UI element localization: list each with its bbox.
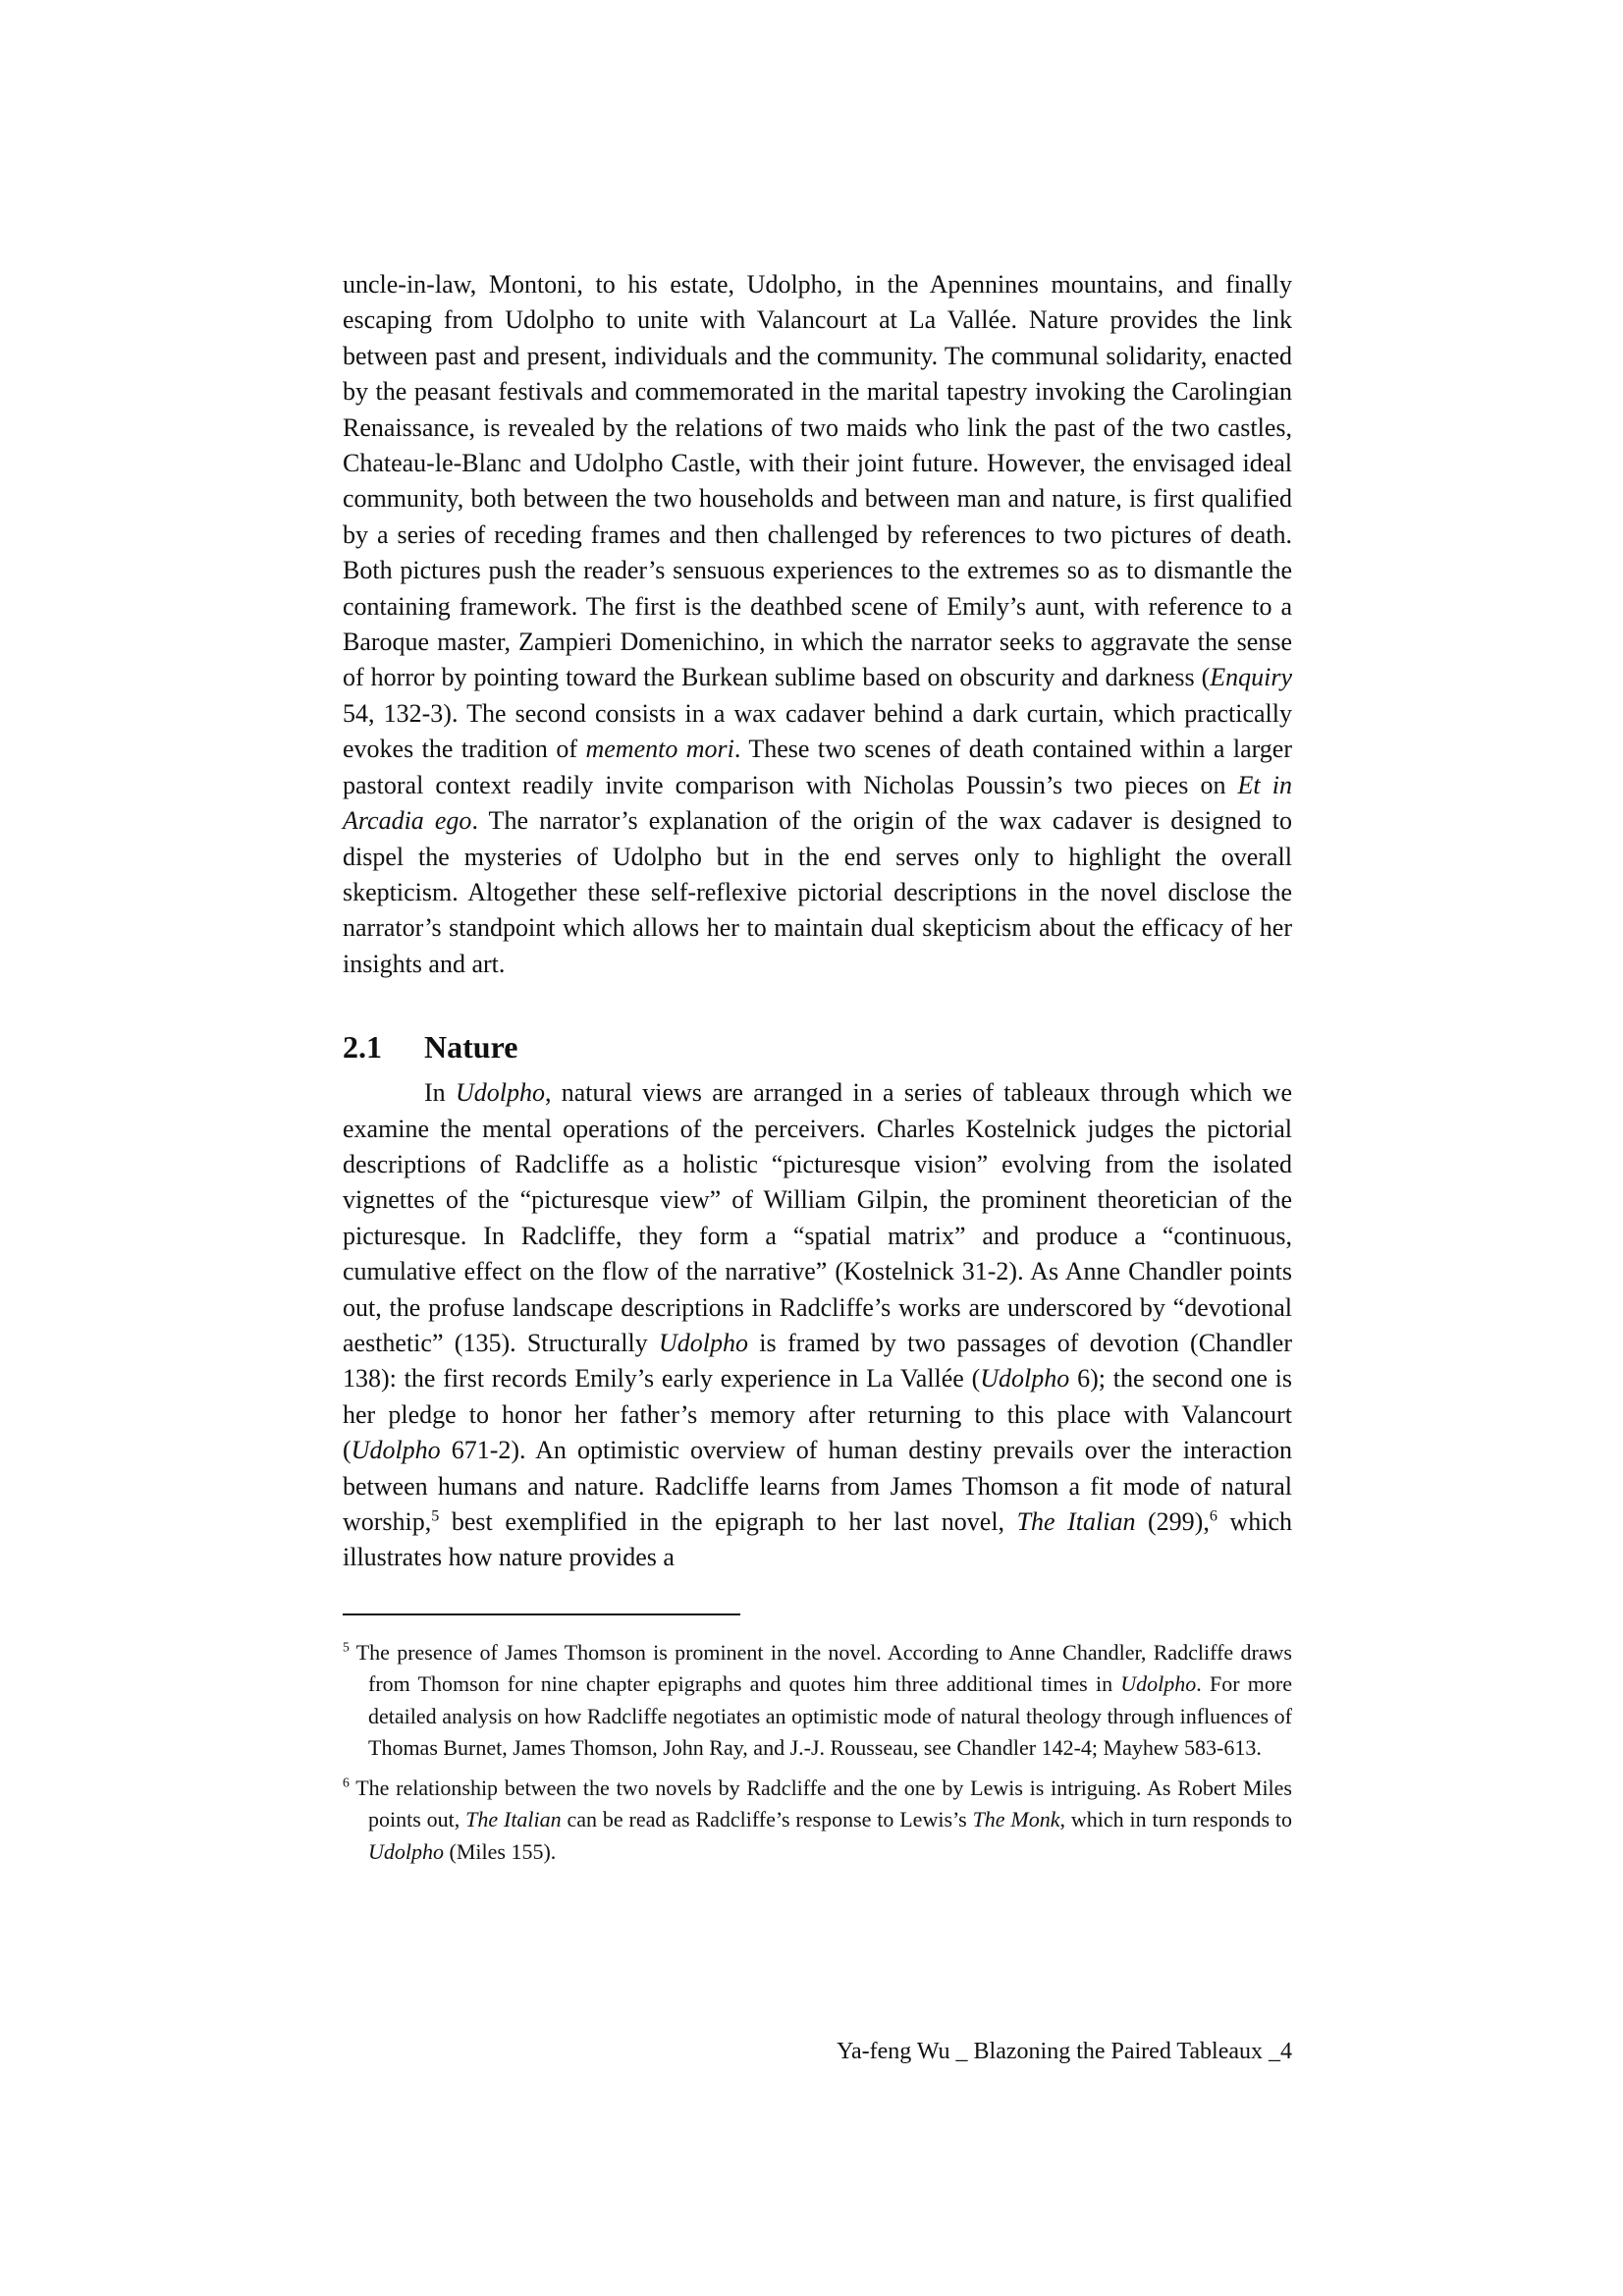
text-span: (Miles 155). [444, 1838, 557, 1864]
footnote-reference[interactable]: 6 [1209, 1507, 1217, 1525]
text-span: The presence of James Thomson is prominent in the novel. According to Anne Chandler, Radcliffe draws from Thomson for nine chapter epigraphs and quotes him three additional times in [349, 1639, 1292, 1697]
text-span: which illustrates how nature provides a [343, 1507, 1292, 1572]
italic-title: The Italian [465, 1807, 562, 1832]
text-span: , natural views are arranged in a series of tableaux through which we examine the mental operations of the perceivers. Charles Kostelnick judges the pictorial descriptions of Radcliffe as a holistic “picturesque vision” evolving from the isolated vignettes of the “picturesque view” of William Gilpin, the prominent theoretician of the picturesque. In Radcliffe, they form a “spatial matrix” and produce a “continuous, cumulative effect on the flow of the narrative” (Kostelnick 31-2). As Anne Chandler points out, the profuse landscape descriptions in Radcliffe’s works are underscored by “devotional aesthetic” (135). Structurally [343, 1078, 1292, 1357]
footnote-mark: 6 [343, 1775, 350, 1790]
text-span: 6); the second one is her pledge to honor her father’s memory after returning to this place with Valancourt ( [343, 1364, 1293, 1465]
text-span: 671-2). An optimistic overview of human destiny prevails over the interaction between humans and nature. Radcliffe learns from James Thomson a fit mode of natural worship, [343, 1436, 1292, 1536]
text-span: is framed by two passages of devotion (Chandler 138): the first records Emily’s early experience in La Vallée ( [343, 1328, 1292, 1394]
italic-term: memento mori [585, 735, 734, 764]
body-paragraph-nature [343, 1075, 1292, 1576]
italic-title: The Italian [1016, 1507, 1136, 1536]
italic-title: Udolpho [455, 1078, 545, 1108]
text-span: 54, 132-3). The second consists in a wax cadaver behind a dark curtain, which practically evokes the tradition of [343, 698, 1292, 764]
italic-title: Et in Arcadia ego [343, 770, 1292, 836]
text-span: The relationship between the two novels by Radcliffe and the one by Lewis is intriguing. As Robert Miles points out, [349, 1775, 1292, 1832]
footnote [343, 1773, 1292, 1869]
footnote-mark: 5 [343, 1639, 350, 1655]
body-paragraph-intro [343, 267, 1292, 982]
text-span: best exemplified in the epigraph to her last novel, [439, 1507, 1017, 1536]
footnote-divider [343, 1613, 740, 1615]
text-span: . The narrator’s explanation of the origin of the wax cadaver is designed to dispel the mysteries of Udolpho but in the end serves only to highlight the overall skepticism. Altogether these self-reflexive pictorial descriptions in the novel disclose the narrator’s standpoint which allows her to maintain dual skepticism about the efficacy of her insights and art. [343, 806, 1292, 978]
italic-title: Udolpho [368, 1838, 444, 1864]
text-span: , which in turn responds to [1059, 1807, 1292, 1832]
italic-title: Udolpho [351, 1436, 441, 1465]
text-span: . These two scenes of death contained within a larger pastoral context readily invite comparison with Nicholas Poussin’s two pieces on [343, 735, 1292, 799]
text-span: . For more detailed analysis on how Radcliffe negotiates an optimistic mode of natural theology through influences of Thomas Burnet, James Thomson, John Ray, and J.-J. Rousseau, see Chandler 142-4; Mayhew 583-613. [368, 1671, 1293, 1761]
footnote-reference[interactable]: 5 [431, 1507, 440, 1525]
text-span: uncle-in-law, Montoni, to his estate, Udolpho, in the Apennines mountains, and finally escaping from Udolpho to unite with Valancourt at La Vallée. Nature provides the link between past and present, individuals and the community. The communal solidarity, enacted by the peasant festivals and commemorated in the marital tapestry invoking the Carolingian Renaissance, is revealed by the relations of two maids who link the past of the two castles, Chateau-le-Blanc and Udolpho Castle, with their joint future. However, the envisaged ideal community, both between the two households and between man and nature, is first qualified by a series of receding frames and then challenged by references to two pictures of death. Both pictures push the reader’s sensuous experiences to the extremes so as to dismantle the containing framework. The first is the deathbed scene of Emily’s aunt, with reference to a Baroque master, Zampieri Domenichino, in which the narrator seeks to aggravate the sense of horror by pointing toward the Burkean sublime based on obscurity and darkness ( [343, 270, 1292, 692]
text-span: (299), [1135, 1507, 1210, 1536]
text-span: In [424, 1078, 456, 1108]
section-heading [343, 1029, 1292, 1066]
italic-title: Udolpho [1120, 1671, 1197, 1697]
italic-title: Udolpho [658, 1328, 748, 1357]
page-content [343, 267, 1292, 1876]
section-title: Nature [424, 1029, 518, 1066]
italic-title: Enquiry [1210, 663, 1292, 692]
page-footer: Ya-feng Wu _ Blazoning the Paired Tableaux _4 [837, 2039, 1292, 2064]
section-number: 2.1 [343, 1029, 382, 1066]
italic-title: Udolpho [980, 1364, 1070, 1394]
text-span: can be read as Radcliffe’s response to Lewis’s [561, 1807, 973, 1832]
italic-title: The Monk [972, 1807, 1060, 1832]
footnote [343, 1637, 1292, 1765]
